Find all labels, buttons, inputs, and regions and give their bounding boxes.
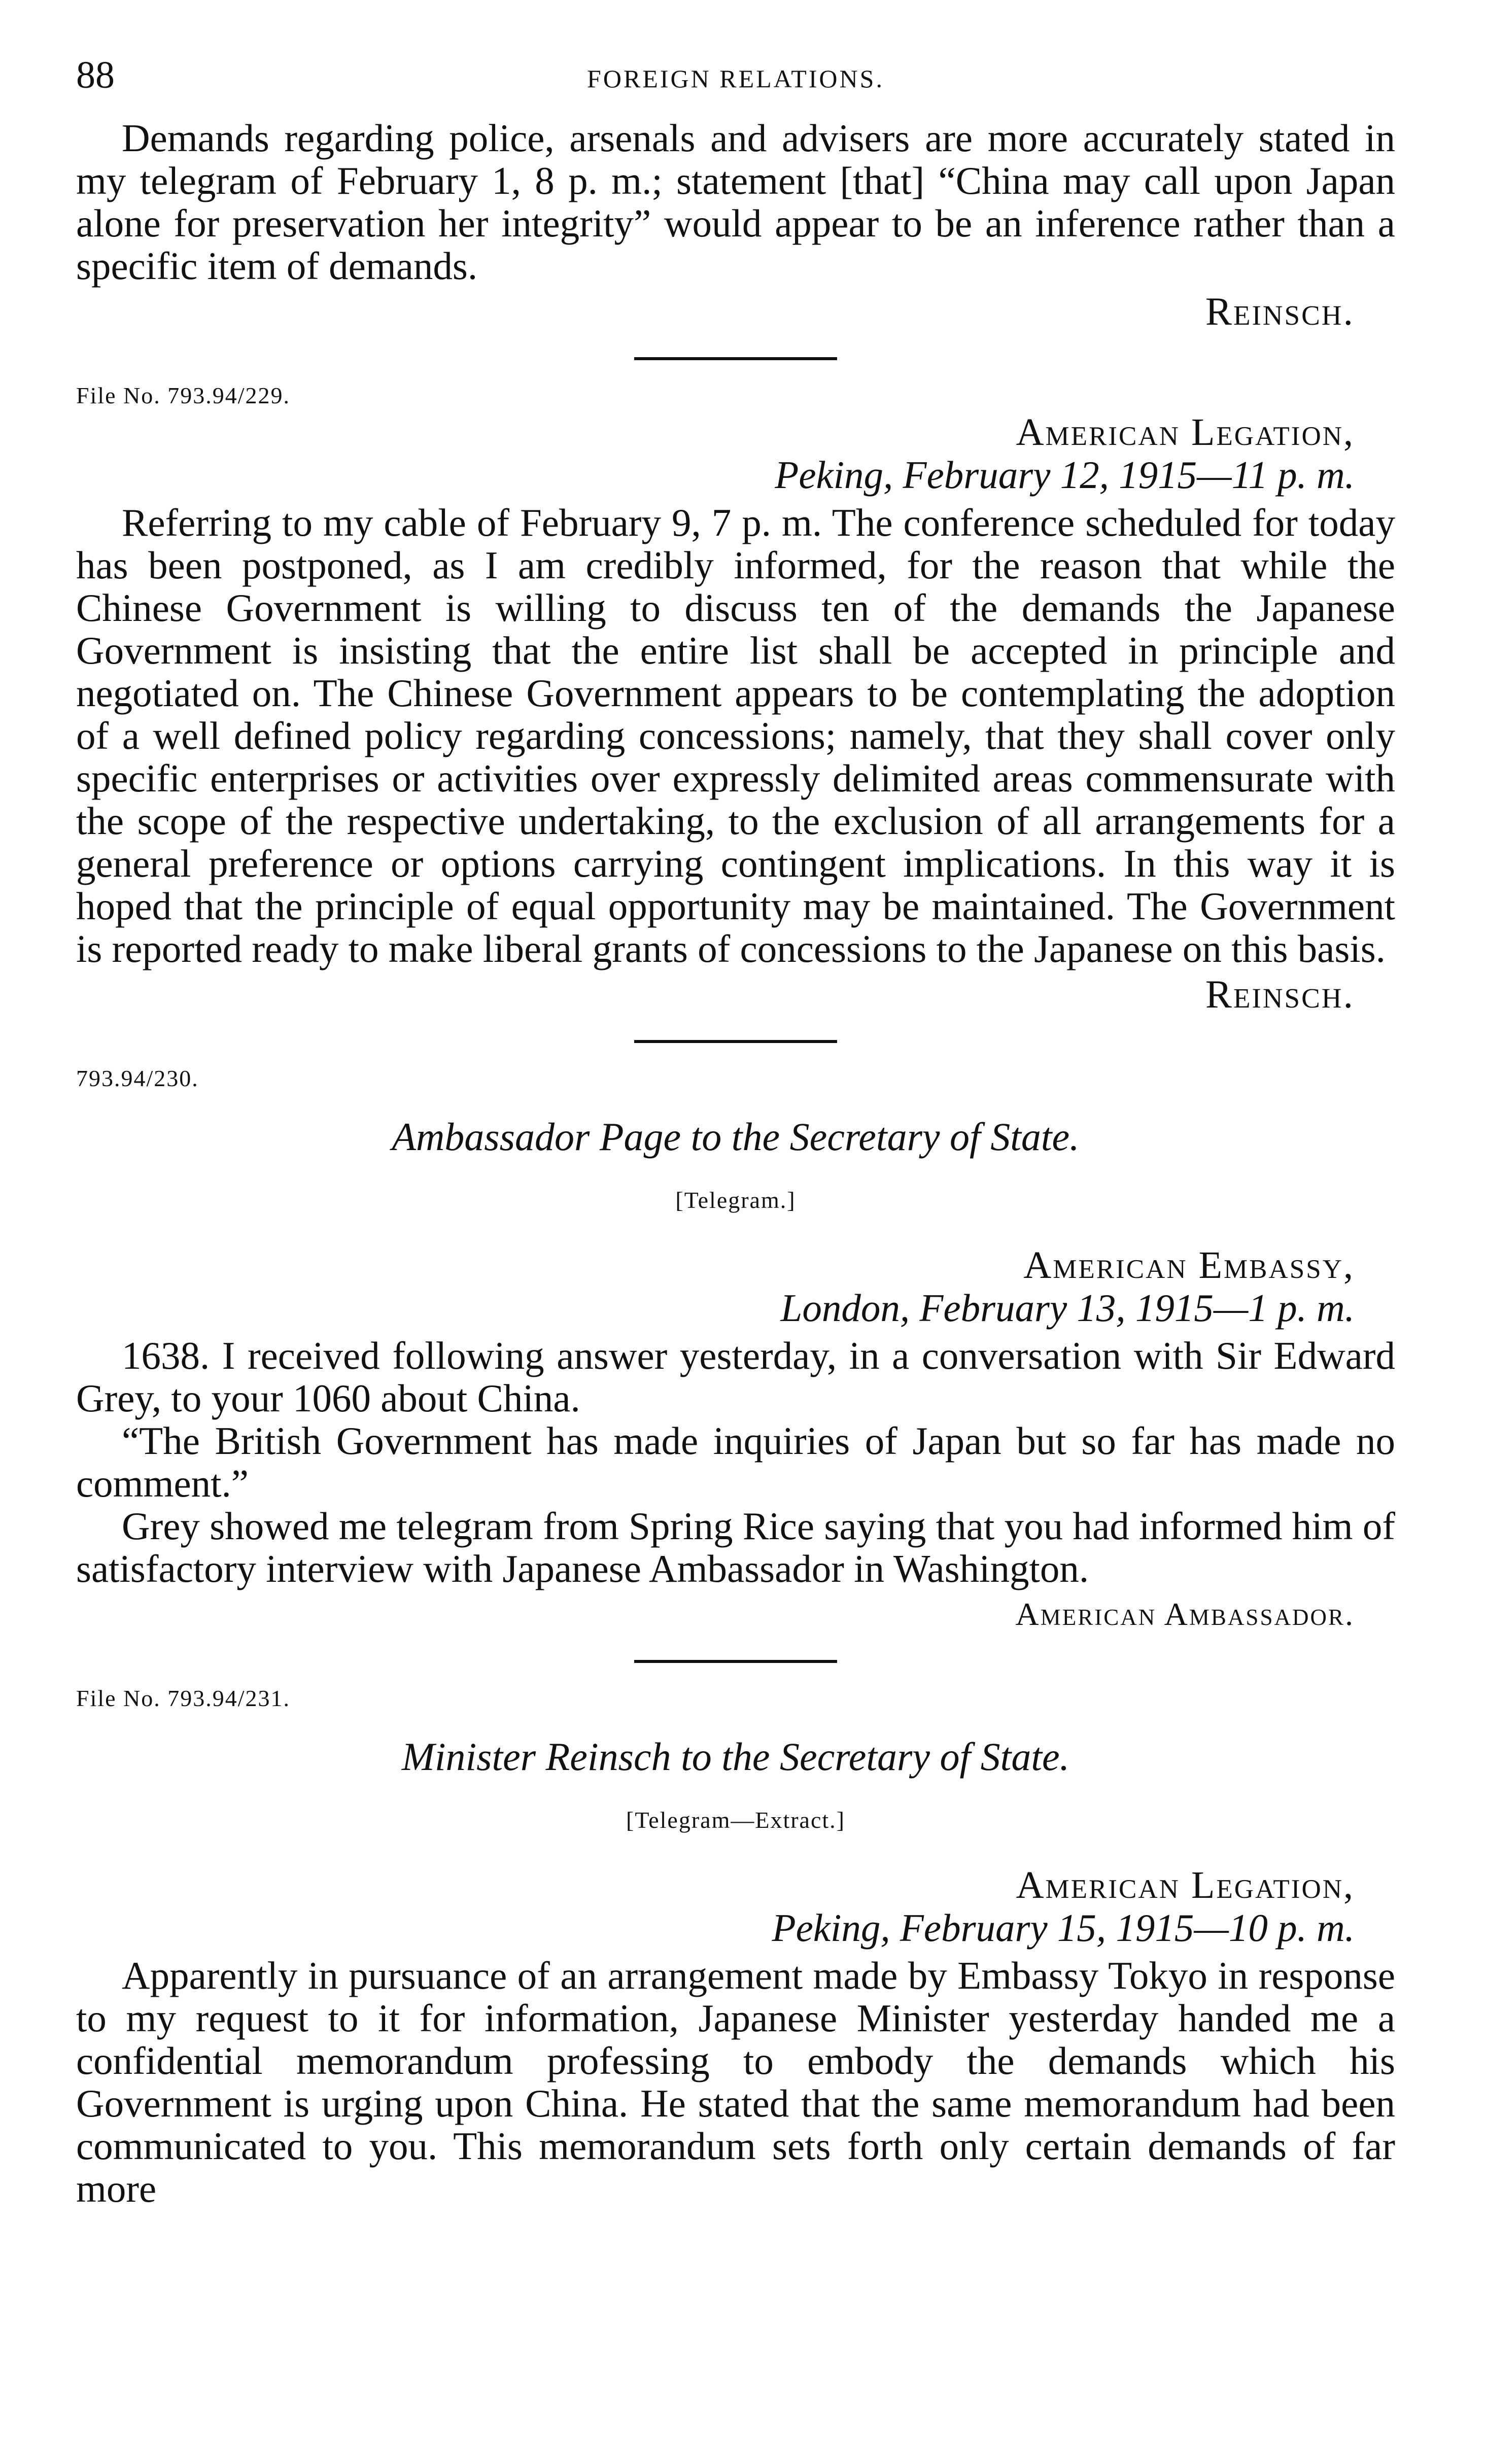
page-header	[76, 56, 1395, 117]
paragraph-british-government: “The British Government has made inquiries of Japan but so far has made no comment.”	[76, 1419, 1395, 1505]
file-number-231: File No. 793.94/231.	[76, 1685, 291, 1711]
telegram-extract-note: [Telegram—Extract.]	[626, 1807, 845, 1833]
signature-american-ambassador: American Ambassador.	[1015, 1596, 1355, 1632]
file-number-230: 793.94/230.	[76, 1065, 199, 1091]
place-american-legation-2: American Legation,	[1016, 1864, 1355, 1906]
dateline-peking-feb-15: Peking, February 15, 1915—10 p. m.	[772, 1906, 1355, 1950]
heading-ambassador-page: Ambassador Page to the Secretary of State.	[392, 1115, 1080, 1159]
section-divider	[634, 1660, 837, 1663]
signature-reinsch-2: Reinsch.	[1205, 972, 1355, 1016]
paragraph-conference-postponed: Referring to my cable of February 9, 7 p. m. The conference scheduled for today has been postponed, as I am credibly informed, for the reason that while the Chinese Government is willing to discuss ten of the demands the Japanese Government is insisting that the entire list shall be accepted in principle and negotiated on. The Chinese Government appears to be contemplating the adoption of a well defined policy regarding concessions; namely, that they shall cover only specific enterprises or activities over expressly delimited areas commensurate with the scope of the respective undertaking, to the exclusion of all arrangements for a general preference or options carrying contingent implications. In this way it is hoped that the principle of equal opportunity may be maintained. The Government is reported ready to make liberal grants of concessions to the Japanese on this basis.	[76, 501, 1395, 970]
dateline-peking-feb-12: Peking, February 12, 1915—11 p. m.	[775, 453, 1355, 497]
signature-reinsch-1: Reinsch.	[1205, 289, 1355, 333]
document-page	[76, 56, 1395, 2210]
paragraph-police-arsenals: Demands regarding police, arsenals and advisers are more accurately stated in my telegram of February 1, 8 p. m.; statement [that] “China may call upon Japan alone for preservation her integrity” would appear to be an inference rather than a specific item of demands.	[76, 116, 1395, 288]
place-american-embassy: American Embassy,	[1023, 1244, 1355, 1287]
section-divider	[634, 357, 837, 360]
paragraph-confidential-memorandum: Apparently in pursuance of an arrangement made by Embassy Tokyo in response to my request to it for information, Japanese Minister yesterday handed me a confidential memorandum professing to embody the demands which his Government is urging upon China. He stated that the same memorandum had been communicated to you. This memorandum sets forth only certain demands of far more	[76, 1954, 1395, 2210]
telegram-note: [Telegram.]	[675, 1187, 796, 1213]
running-head: FOREIGN RELATIONS.	[587, 64, 884, 93]
paragraph-spring-rice: Grey showed me telegram from Spring Rice saying that you had informed him of satisfactory interview with Japanese Ambassador in Washington.	[76, 1504, 1395, 1590]
heading-minister-reinsch: Minister Reinsch to the Secretary of State.	[401, 1734, 1070, 1779]
paragraph-answer-grey: 1638. I received following answer yesterday, in a conversation with Sir Edward Grey, to your 1060 about China.	[76, 1334, 1395, 1420]
section-divider	[634, 1040, 837, 1043]
page-number: 88	[76, 54, 115, 96]
file-number-229: File No. 793.94/229.	[76, 383, 291, 408]
place-american-legation-1: American Legation,	[1016, 411, 1355, 454]
dateline-london-feb-13: London, February 13, 1915—1 p. m.	[780, 1286, 1355, 1330]
